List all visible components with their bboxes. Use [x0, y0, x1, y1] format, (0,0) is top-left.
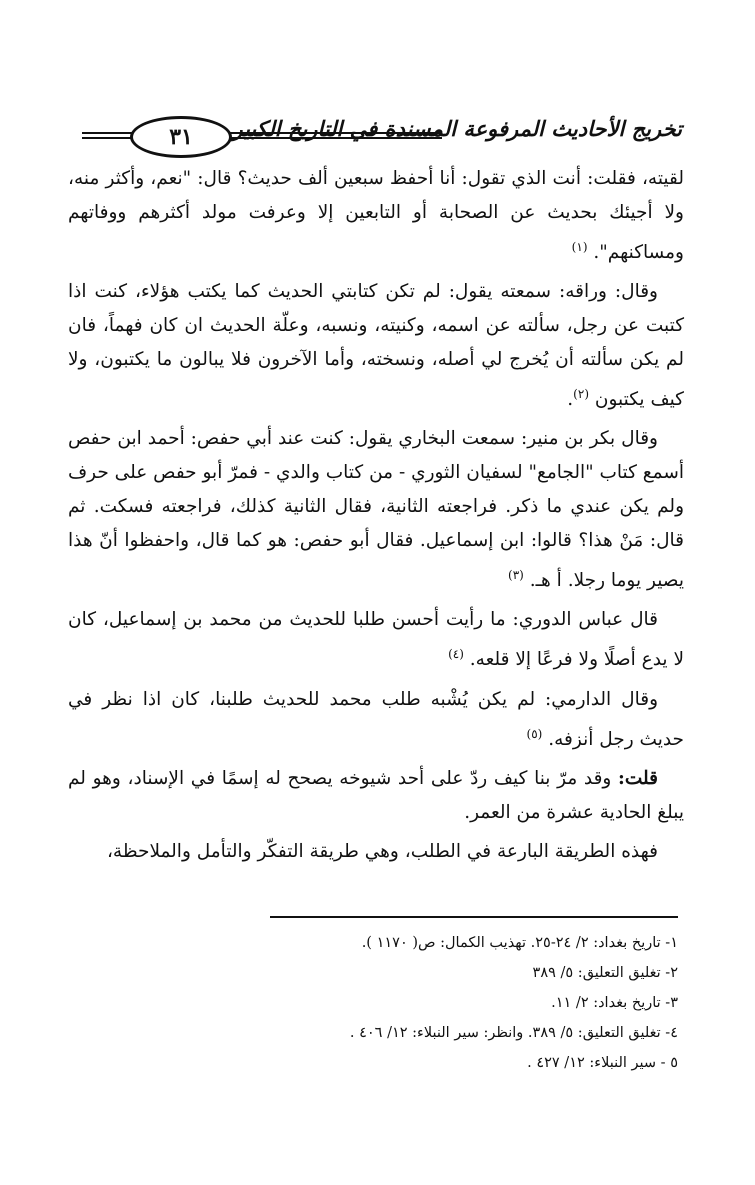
running-title: تخريج الأحاديث المرفوعة المسندة في التاريخ الكبير	[232, 116, 682, 141]
main-text	[68, 162, 684, 874]
paragraph-lead: قلت:	[618, 767, 658, 789]
paragraph-text: وقال بكر بن منير: سمعت البخاري يقول: كنت عند أبي حفص: أحمد ابن حفص أسمع كتاب "الجامع" لسفيان الثوري - من كتاب والدي - فمرّ أبو حفص على حرف ولم يكن عندي ما ذكر. فراجعته الثانية، فقال الثانية كذلك، فراجعته فسكت. ثم قال: مَنْ هذا؟ قالوا: ابن إسماعيل. فقال أبو حفص: هو كما قال، واحفظوا أنّ هذا يصير يوما رجلا. أ هـ.	[67, 428, 684, 592]
paragraph: وقال: وراقه: سمعته يقول: لم تكن كتابتي الحديث كما يكتب هؤلاء، كنت اذا كتبت عن رجل، سألته عن اسمه، وكنيته، ونسبه، وعلّة الحديث ان كان فهماً، فان لم يكن سألته أن يُخرج لي أصله، ونسخته، وأما الآخرون فلا يبالون ما يكتبون، ولا كيف يكتبون $^{(٢)}$.	[68, 281, 684, 411]
footnote-ref: (٤)	[448, 647, 464, 662]
paragraph	[68, 603, 684, 677]
footnote-ref: (٣)	[508, 568, 524, 583]
paragraph	[68, 162, 684, 270]
footnote: ٤- تغليق التعليق: ٥/ ٣٨٩. وانظر: سير النبلاء: ١٢/ ٤٠٦ .	[349, 1025, 678, 1041]
page-number-oval	[130, 116, 232, 158]
paragraph	[68, 835, 684, 869]
paragraph-text: فهذه الطريقة البارعة في الطلب، وهي طريقة التفكّر والتأمل والملاحظة،	[106, 840, 658, 862]
footnote-separator	[270, 916, 678, 918]
paragraph-text: وقال: وراقه: سمعته يقول: لم تكن كتابتي الحديث كما يكتب هؤلاء، كنت اذا كتبت عن رجل، سألته عن اسمه، وكنيته، ونسبه، وعلّة الحديث ان كان فهماً، فان لم يكن سألته أن يُخرج لي أصله، ونسخته، وأما الآخرون فلا يبالون ما يكتبون، ولا كيف يكتبون	[68, 281, 684, 411]
paragraph-text: وقال الدارمي: لم يكن يُشْبه طلب محمد للحديث طلبنا، كان اذا نظر في حديث رجل أنزفه.	[68, 688, 684, 750]
footnote: ١- تاريخ بغداد: ٢/ ٢٤-٢٥. تهذيب الكمال: ص( ١١٧٠ ).	[361, 935, 678, 951]
paragraph	[68, 422, 684, 598]
paragraph-text: قال عباس الدوري: ما رأيت أحسن طلبا للحديث من محمد بن إسماعيل، كان لا يدع أصلًا ولا فرعًا إلا قلعه.	[68, 609, 684, 671]
paragraph	[68, 762, 684, 830]
paragraph-text: لقيته، فقلت: أنت الذي تقول: أنا أحفظ سبعين ألف حديث؟ قال: "نعم، وأكثر منه، ولا أجيئك بحديث عن الصحابة أو التابعين إلا وعرفت مولد أكثرهم ووفاتهم ومساكنهم".	[68, 168, 684, 264]
footnote: ٢- تغليق التعليق: ٥/ ٣٨٩	[532, 965, 678, 981]
footnote: ٣- تاريخ بغداد: ٢/ ١١.	[551, 995, 678, 1011]
paragraph	[68, 683, 684, 757]
footnote-ref: (٥)	[526, 726, 543, 741]
footnote: ٥ - سير النبلاء: ١٢/ ٤٢٧ .	[527, 1055, 678, 1071]
footnote-ref: (١)	[571, 240, 588, 254]
page-header	[82, 112, 682, 152]
footnote-ref: (٢)	[573, 387, 589, 402]
paragraph-text: وقد مرّ بنا كيف ردّ على أحد شيوخه يصحح له إسمًا في الإسناد، وهو لم يبلغ الحادية عشرة من العمر.	[68, 767, 684, 823]
footnotes	[200, 928, 678, 1078]
page-number: ٣١	[169, 124, 193, 150]
